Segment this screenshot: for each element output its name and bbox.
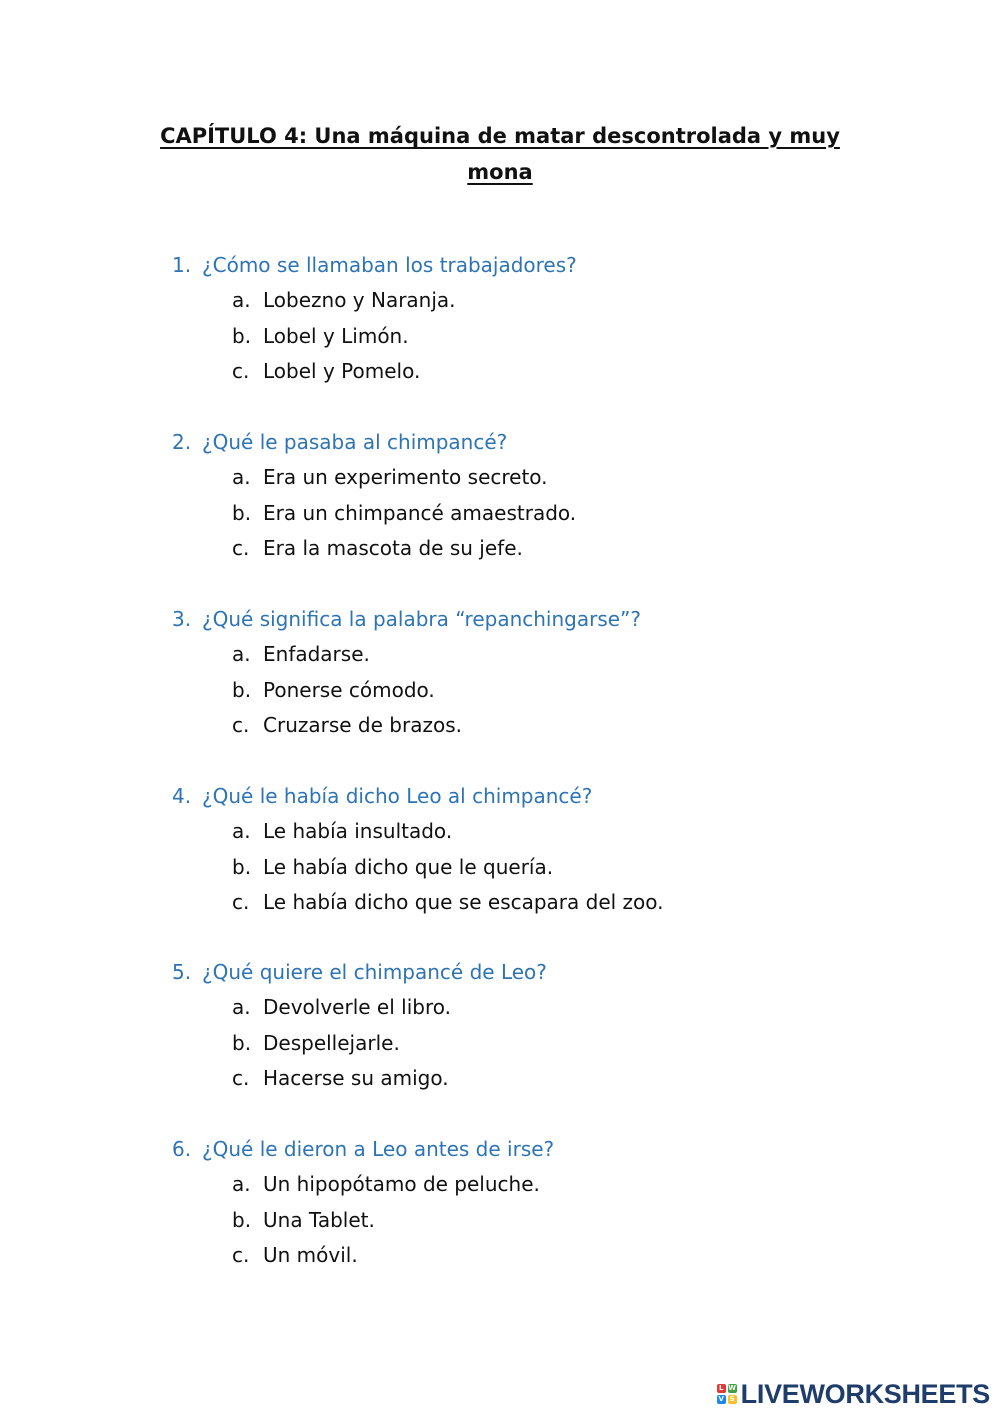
question-label: ¿Cómo se llamaban los trabajadores? xyxy=(202,253,577,277)
option-letter: c. xyxy=(232,1243,250,1267)
option-text: Le había insultado. xyxy=(263,819,453,843)
option-letter: c. xyxy=(232,1066,250,1090)
option-letter: b. xyxy=(232,1030,252,1055)
question-4 xyxy=(172,778,932,921)
option-letter: a. xyxy=(232,465,251,489)
question-1 xyxy=(172,247,932,390)
question-number: 1. xyxy=(172,253,192,277)
option-letter: c. xyxy=(232,359,250,383)
option-text: Una Tablet. xyxy=(263,1207,375,1232)
logo-text: LIVEWORKSHEETS xyxy=(740,1378,990,1409)
worksheet-title xyxy=(160,118,840,190)
liveworksheets-logo xyxy=(717,1379,990,1409)
option-letter: b. xyxy=(232,854,252,879)
option-c[interactable] xyxy=(172,531,932,567)
question-text xyxy=(172,1131,932,1167)
title-line-1: CAPÍTULO 4: Una máquina de matar descontrolada y muy xyxy=(160,124,840,148)
option-c[interactable] xyxy=(172,1061,932,1097)
question-text xyxy=(172,601,932,637)
option-text: Ponerse cómodo. xyxy=(263,677,435,702)
question-number: 6. xyxy=(172,1137,192,1161)
option-letter: a. xyxy=(232,819,251,843)
option-text: Le había dicho que se escapara del zoo. xyxy=(263,890,664,914)
option-text: Era un chimpancé amaestrado. xyxy=(263,500,577,525)
question-label: ¿Qué le había dicho Leo al chimpancé? xyxy=(202,784,593,808)
logo-tile: S xyxy=(729,1395,735,1403)
question-5 xyxy=(172,954,932,1097)
question-label: ¿Qué le pasaba al chimpancé? xyxy=(202,430,508,454)
question-number: 4. xyxy=(172,784,192,808)
option-c[interactable] xyxy=(172,354,932,390)
logo-tile: L xyxy=(717,1384,726,1393)
question-label: ¿Qué quiere el chimpancé de Leo? xyxy=(202,960,547,984)
option-b[interactable] xyxy=(172,1026,932,1062)
option-b[interactable] xyxy=(172,496,932,532)
option-letter: b. xyxy=(232,1207,252,1232)
option-text: Lobezno y Naranja. xyxy=(263,288,456,312)
option-text: Un móvil. xyxy=(263,1243,358,1267)
question-6 xyxy=(172,1131,932,1274)
option-text: Le había dicho que le quería. xyxy=(263,854,554,879)
question-text xyxy=(172,778,932,814)
question-text xyxy=(172,247,932,283)
option-text: Cruzarse de brazos. xyxy=(263,713,462,737)
option-a[interactable] xyxy=(172,990,932,1026)
option-letter: a. xyxy=(232,1172,251,1196)
logo-tile: W xyxy=(728,1384,737,1392)
option-a[interactable] xyxy=(172,460,932,496)
option-b[interactable] xyxy=(172,319,932,355)
option-letter: b. xyxy=(232,677,252,702)
option-text: Lobel y Pomelo. xyxy=(263,359,421,383)
option-a[interactable] xyxy=(172,1167,932,1203)
option-a[interactable] xyxy=(172,637,932,673)
option-letter: b. xyxy=(232,500,252,525)
option-text: Era un experimento secreto. xyxy=(263,465,548,489)
option-a[interactable] xyxy=(172,814,932,850)
question-number: 3. xyxy=(172,607,192,631)
option-text: Era la mascota de su jefe. xyxy=(263,536,523,560)
option-c[interactable] xyxy=(172,708,932,744)
option-letter: c. xyxy=(232,713,250,737)
option-a[interactable] xyxy=(172,283,932,319)
option-b[interactable] xyxy=(172,850,932,886)
question-text xyxy=(172,424,932,460)
option-letter: a. xyxy=(232,288,251,312)
title-line-2: mona xyxy=(467,160,533,184)
logo-tile: V xyxy=(718,1395,724,1403)
option-text: Un hipopótamo de peluche. xyxy=(263,1172,540,1196)
option-letter: a. xyxy=(232,642,251,666)
option-b[interactable] xyxy=(172,1203,932,1239)
logo-grid-icon xyxy=(717,1384,737,1404)
option-letter: b. xyxy=(232,323,252,348)
option-letter: a. xyxy=(232,995,251,1019)
option-text: Lobel y Limón. xyxy=(263,323,409,348)
question-2 xyxy=(172,424,932,567)
option-letter: c. xyxy=(232,890,250,914)
option-letter: c. xyxy=(232,536,250,560)
option-text: Devolverle el libro. xyxy=(263,995,451,1019)
question-text xyxy=(172,954,932,990)
question-3 xyxy=(172,601,932,744)
question-label: ¿Qué significa la palabra “repanchingarse”? xyxy=(202,607,642,631)
option-c[interactable] xyxy=(172,1238,932,1274)
option-text: Enfadarse. xyxy=(263,642,370,666)
option-c[interactable] xyxy=(172,885,932,921)
question-number: 5. xyxy=(172,960,192,984)
option-text: Despellejarle. xyxy=(263,1030,400,1055)
option-text: Hacerse su amigo. xyxy=(263,1066,449,1090)
question-label: ¿Qué le dieron a Leo antes de irse? xyxy=(202,1137,555,1161)
question-number: 2. xyxy=(172,430,192,454)
option-b[interactable] xyxy=(172,673,932,709)
